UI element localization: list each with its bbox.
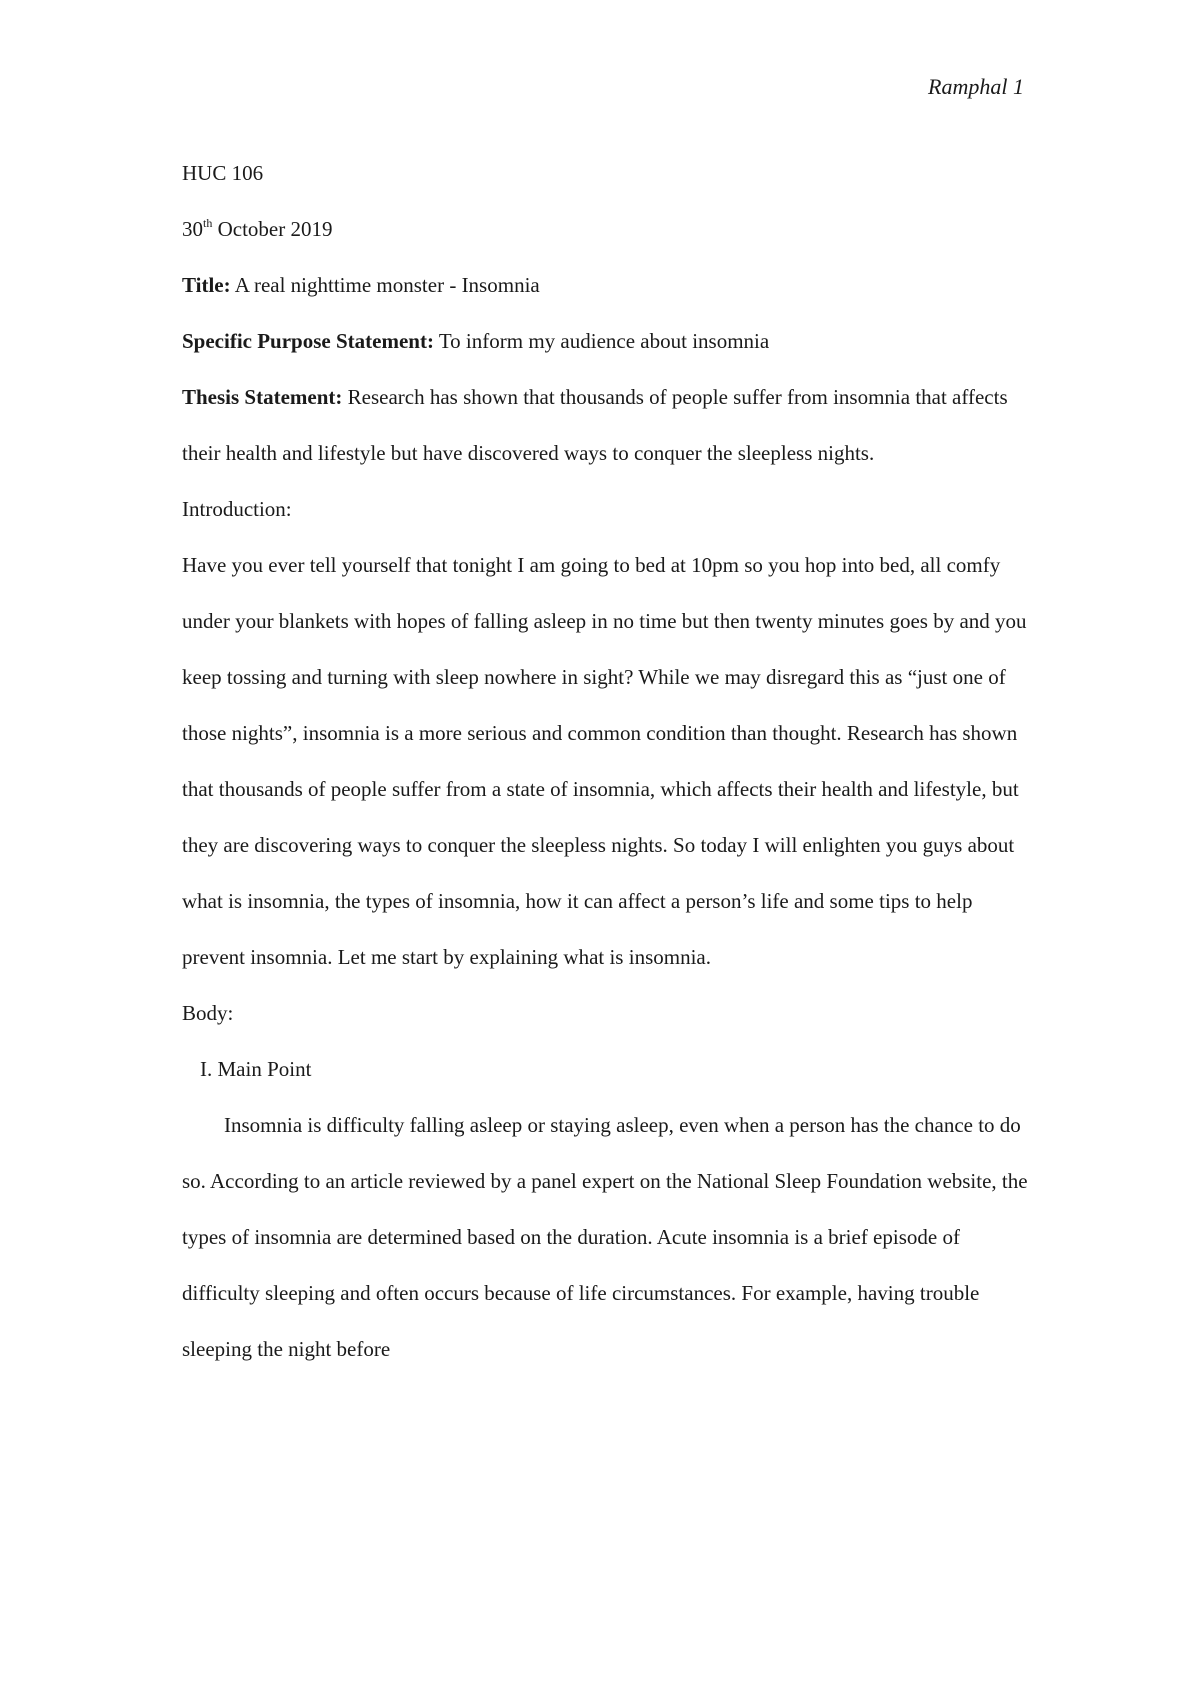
- thesis-text: Research has shown that thousands of people suffer from insomnia that affects their health and lifestyle but have discovered ways to conquer the sleepless nights.: [182, 385, 1008, 465]
- thesis-label: Thesis Statement:: [182, 385, 343, 409]
- purpose-label: Specific Purpose Statement:: [182, 329, 434, 353]
- course-line: HUC 106: [182, 161, 264, 185]
- purpose-text: To inform my audience about insomnia: [433, 329, 770, 353]
- introduction-heading: Introduction:: [182, 497, 292, 521]
- body-heading: Body:: [182, 1001, 234, 1025]
- date-day: 30: [182, 217, 203, 241]
- body-paragraph: Insomnia is difficulty falling asleep or staying asleep, even when a person has the chance to do so. According to an article reviewed by a panel expert on the National Sleep Foundation website, the types of insomnia are determined based on the duration. Acute insomnia is a brief episode of difficulty sleeping and often occurs because of life circumstances. For example, having trouble sleeping the night before: [182, 1113, 1028, 1361]
- purpose-line: [182, 313, 1032, 369]
- title-text: A real nighttime monster - Insomnia: [230, 273, 540, 297]
- title-line: [182, 257, 1032, 313]
- date-rest: October 2019: [212, 217, 333, 241]
- main-point-heading: I. Main Point: [200, 1057, 312, 1081]
- running-head: Ramphal 1: [928, 74, 1024, 99]
- title-label: Title:: [182, 273, 231, 297]
- introduction-paragraph: Have you ever tell yourself that tonight I am going to bed at 10pm so you hop into bed, all comfy under your blankets with hopes of falling asleep in no time but then twenty minutes goes by and you keep tossing and turning with sleep nowhere in sight? While we may disregard this as “just one of those nights”, insomnia is a more serious and common condition than thought. Research has shown that thousands of people suffer from a state of insomnia, which affects their health and lifestyle, but they are discovering ways to conquer the sleepless nights. So today I will enlighten you guys about what is insomnia, the types of insomnia, how it can affect a person’s life and some tips to help prevent insomnia. Let me start by explaining what is insomnia.: [182, 553, 1027, 969]
- date-suffix: th: [203, 216, 213, 230]
- document-body: [182, 145, 1032, 1377]
- date-line: [182, 201, 1032, 257]
- thesis-statement: [182, 369, 1032, 481]
